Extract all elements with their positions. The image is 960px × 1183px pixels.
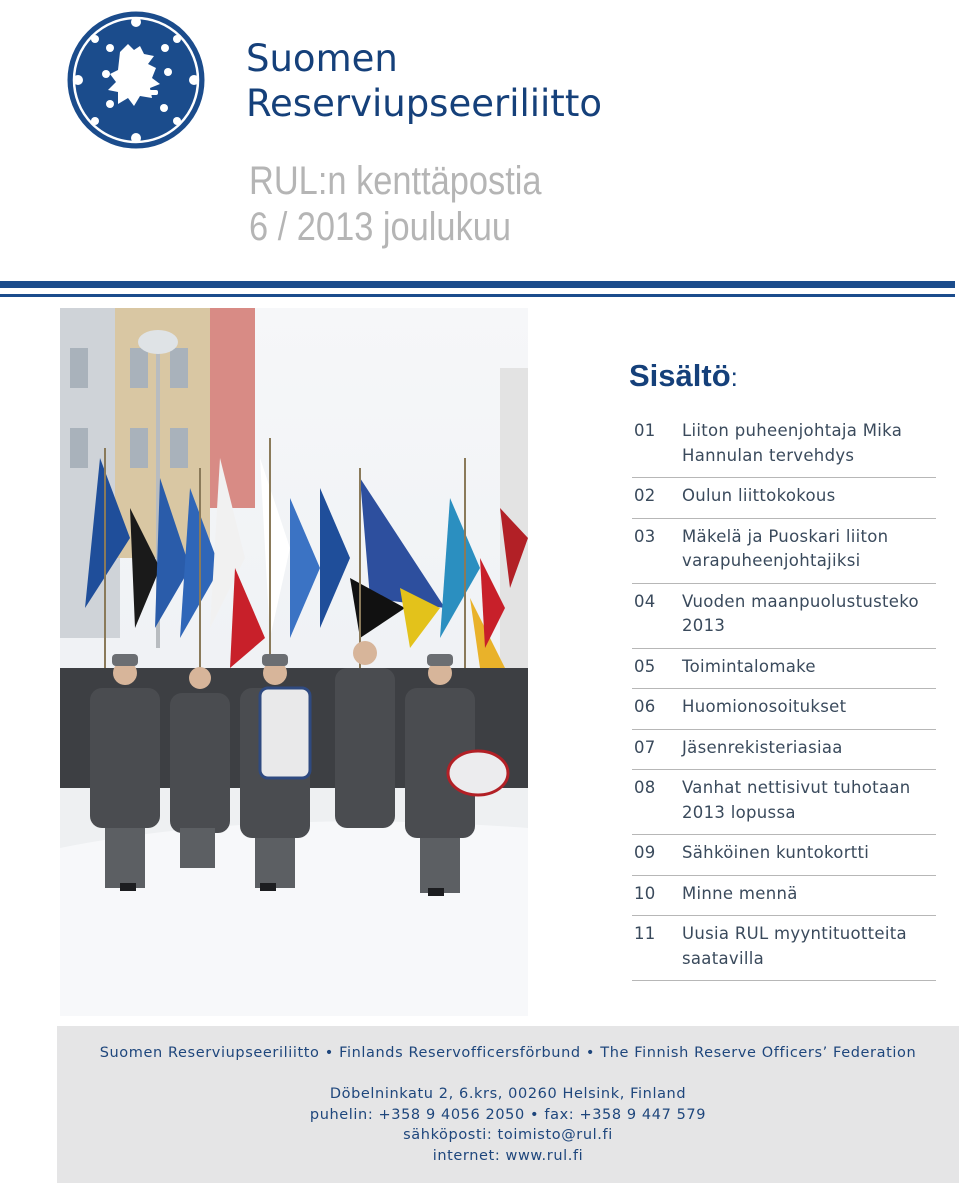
toc-heading: Sisältö: (629, 358, 738, 393)
toc-item[interactable] (632, 413, 936, 478)
toc-item[interactable] (632, 519, 936, 584)
toc-item-number: 07 (634, 737, 656, 757)
toc-item[interactable] (632, 730, 936, 771)
contact-footer (57, 1026, 959, 1183)
toc-item-title: Oulun liittokokous (682, 486, 836, 505)
publication-issue: 6 / 2013 joulukuu (249, 205, 512, 249)
toc-item[interactable] (632, 876, 936, 917)
toc-item-number: 09 (634, 843, 656, 862)
toc-item-title: Mäkelä ja Puoskari liiton varapuheenjohtajiksi (682, 526, 889, 570)
phone-fax: puhelin: +358 9 4056 2050 • fax: +358 9 447 579 (309, 1106, 707, 1123)
parade-photo (60, 308, 528, 1016)
toc-item[interactable] (632, 689, 936, 730)
toc-item-number: 03 (634, 526, 656, 546)
header-divider-thick (0, 281, 955, 288)
toc-item[interactable] (632, 584, 936, 649)
publication-title-name: RUL:n kenttäpostia (249, 159, 542, 203)
email-address[interactable]: sähköposti: toimisto@rul.fi (403, 1127, 613, 1143)
toc-item-number: 08 (634, 778, 656, 797)
toc-item-number: 02 (634, 486, 656, 505)
toc-item[interactable] (632, 770, 936, 835)
toc-item-number: 01 (634, 421, 656, 440)
toc-item-number: 11 (634, 924, 656, 943)
toc-item-title: Vuoden maanpuolustusteko 2013 (682, 591, 919, 635)
website-link[interactable]: internet: www.rul.fi (432, 1147, 584, 1164)
toc-item[interactable] (632, 835, 936, 876)
toc-item[interactable] (632, 916, 936, 981)
toc-item[interactable] (632, 478, 936, 519)
toc-item-number: 05 (634, 656, 656, 676)
toc-item-number: 10 (634, 883, 656, 903)
toc-item-title: Liiton puheenjohtaja Mika Hannulan tervehdys (682, 421, 903, 465)
toc-item-title: Huomionosoitukset (682, 697, 847, 716)
toc-item-title: Uusia RUL myyntituotteita saatavilla (682, 924, 907, 968)
toc-item-title: Jäsenrekisteriasiaa (682, 737, 843, 757)
toc-item-title: Toimintalomake (682, 656, 816, 676)
postal-address: Döbelninkatu 2, 6.krs, 00260 Helsink, Finland (329, 1086, 687, 1102)
toc-list (632, 413, 936, 981)
toc-item-title: Sähköinen kuntokortti (682, 843, 870, 862)
organization-name: Suomen Reserviupseeriliitto (246, 37, 602, 125)
toc-item-title: Minne mennä (682, 883, 798, 903)
toc-item-number: 04 (634, 591, 656, 611)
publication-title (249, 158, 542, 250)
toc-item[interactable] (632, 649, 936, 690)
contact-details (57, 1084, 959, 1166)
federation-names: Suomen Reserviupseeriliitto • Finlands Reservofficersförbund • The Finnish Reserve Officers’ Federation (99, 1045, 917, 1061)
header-divider-thin (0, 294, 955, 297)
rul-lion-emblem-logo (60, 4, 212, 156)
toc-item-title: Vanhat nettisivut tuhotaan 2013 lopussa (682, 778, 911, 822)
toc-item-number: 06 (634, 697, 656, 716)
